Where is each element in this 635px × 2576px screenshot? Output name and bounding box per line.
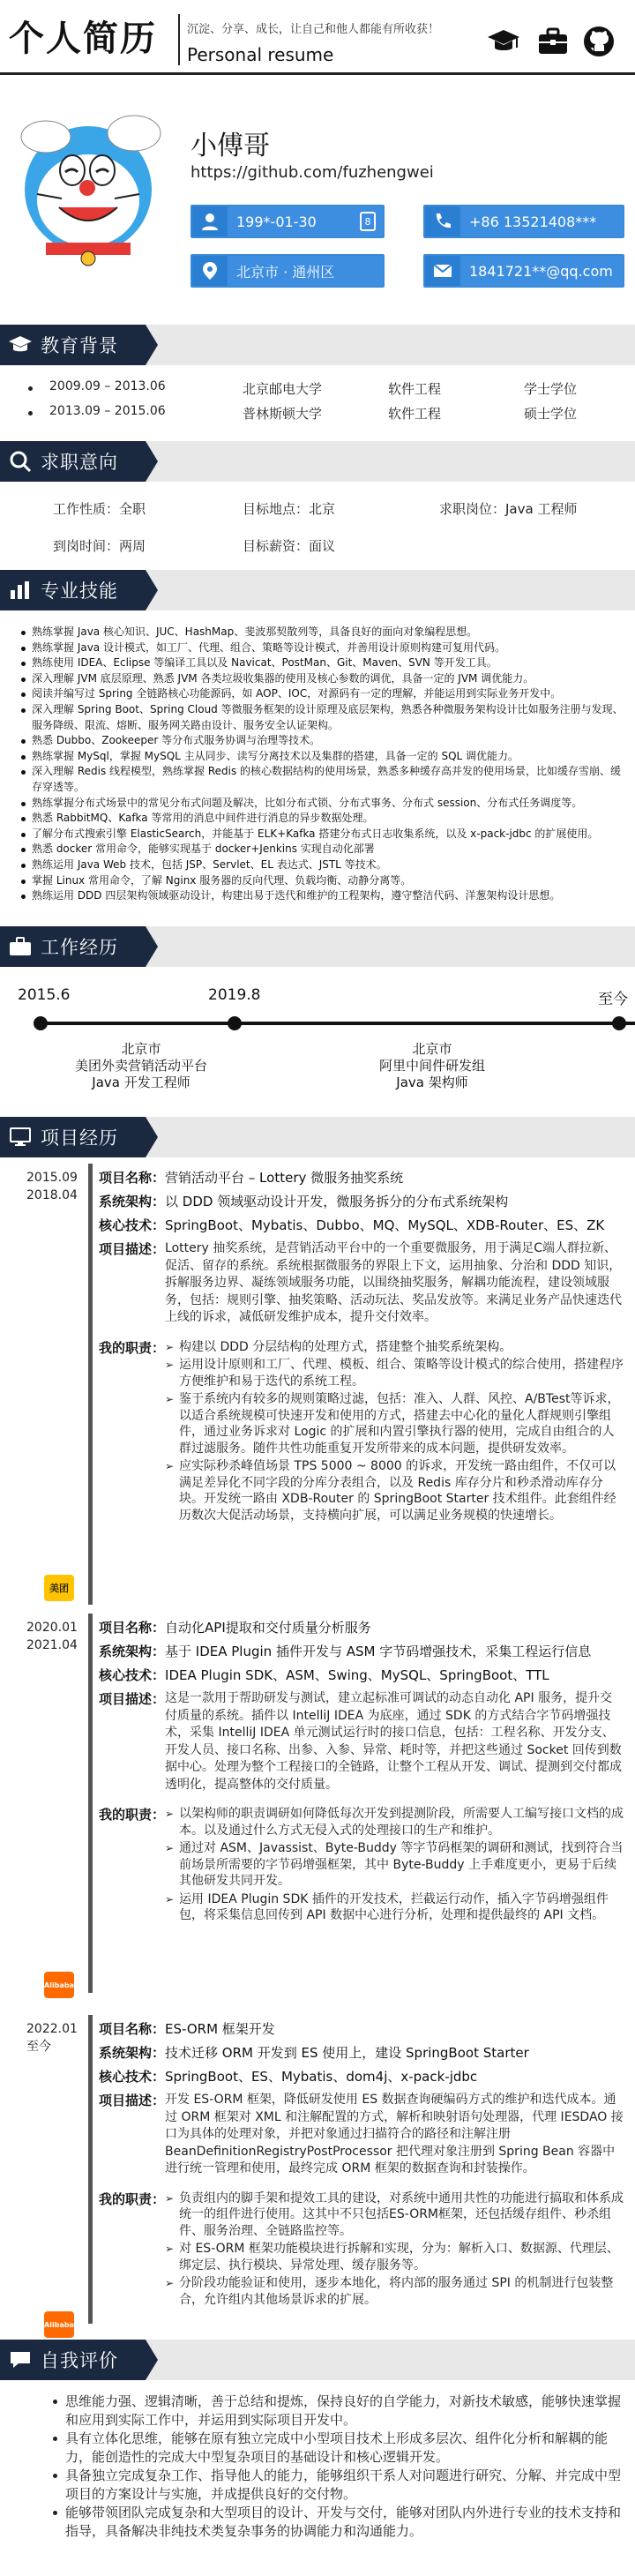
duty-item: ➢ 负责组内的脚手架和提效工具的建设，对系统中通用共性的功能进行搞取和体系成统一的组件进行使用。这其中不只包括ES-ORM框架，还包括缓存组件、秒杀组件、服务治理、全链路监控等。 [165, 2190, 624, 2240]
job-company: 阿里中间件研发组 [378, 1058, 485, 1074]
age-badge: 8 [360, 212, 376, 231]
project-body [99, 1619, 624, 1926]
briefcase-icon [536, 25, 570, 58]
duty-list [165, 2190, 624, 2310]
section-title: 自我评价 [41, 2350, 118, 2371]
project-end: 2021.04 [26, 1638, 78, 1652]
section-skills [0, 570, 635, 610]
project-body [99, 1169, 624, 1525]
timeline-dot [612, 1016, 626, 1030]
timeline-date: 2015.6 [18, 986, 71, 1004]
target-salary: 目标薪资：面议 [243, 538, 336, 554]
project-field [99, 1217, 624, 1235]
skill-item: 掌握 Linux 常用命令，了解 Nginx 服务器的反向代理、负载均衡、动静分离等。 [19, 873, 628, 889]
section-title: 专业技能 [41, 580, 118, 602]
resume-title: 个人简历 [9, 19, 157, 59]
evaluation-item: 思维能力强、逻辑清晰，善于总结和提炼，保持良好的自学能力，对新技术敏感，能够快速掌握和应用到实际工作中，并运用到实际项目开发中。 [53, 2393, 626, 2430]
header-divider [178, 14, 180, 65]
field-value: 营销活动平台 – Lottery 微服务抽奖系统 [165, 1170, 404, 1186]
job-city: 北京市 [121, 1041, 161, 1057]
project-end: 2018.04 [26, 1188, 78, 1202]
timeline-dot [34, 1016, 48, 1030]
skill-item: 熟练掌握 MySql，掌握 MySQL 主从同步、读写分离技术以及集群的搭建，具备一定的 SQL 调优能力。 [19, 749, 628, 765]
job-role: Java 架构师 [396, 1075, 468, 1090]
duty-item: ➢ 对 ES-ORM 框架功能模块进行拆解和实现，分为：解析入口、数据源、代理层、绑定层、执行模块、异常处理、缓存服务等。 [165, 2241, 624, 2273]
edu-major: 软件工程 [388, 381, 442, 397]
birth-date: 199*-01-30 [236, 213, 317, 230]
skills-list [19, 625, 628, 904]
skill-item: 阅读并编写过 Spring 全链路核心功能源码，如 AOP、IOC，对源码有一定的理解，并能运用到实际业务开发中。 [19, 686, 628, 702]
project-description: Lottery 抽奖系统，是营销活动平台中的一个重要微服务，用于满足C端人群拉新、促活、留存的系统。系统根据微服务的界限上下文，运用抽象、分治和 DDD 知识，拆解服务边界、凝练领域服务功能，以围绕抽奖服务，解耦功能流程，建设领域服务，包括：规则引擎、抽奖策略、活动玩法、奖品发放等。来满足业务产品快速迭代上线的诉求，减低研发维护成本，提升交付效率。 [165, 1241, 623, 1324]
field-value: IDEA Plugin SDK、ASM、Swing、MySQL、SpringBoot、TTL [165, 1667, 549, 1683]
github-icon[interactable] [582, 25, 616, 58]
field-label: 我的职责： [99, 1339, 166, 1356]
project-rule-accent [88, 2015, 93, 2324]
duty-item: ➢ 运用 IDEA Plugin SDK 插件的开发技术，拦截运行动作，插入字节码增强组件包，将采集信息回传到 API 数据中心进行分析，处理和提供最终的 API 文档。 [165, 1891, 624, 1924]
field-label: 我的职责： [99, 2190, 166, 2207]
phone-icon [425, 206, 460, 236]
edu-school: 北京邮电大学 [243, 381, 323, 397]
field-value: 基于 IDEA Plugin 插件开发与 ASM 字节码增强技术，采集工程运行信息 [165, 1644, 592, 1659]
duty-item: ➢ 运用设计原则和工厂、代理、模板、组合、策略等设计模式的综合使用，搭建程序方便维护和易于迭代的系统工程。 [165, 1357, 624, 1389]
duty-list [165, 1806, 624, 1926]
evaluation-list [53, 2393, 626, 2541]
duty-item: ➢ 以架构师的职责调研如何降低每次开发到提测阶段，所需要人工编写接口文档的成本。以及通过什么方式无侵入式的处理接口的生产和维护。 [165, 1806, 624, 1838]
section-evaluation [0, 2340, 635, 2380]
project-rule-accent [88, 1164, 93, 1605]
section-projects [0, 1117, 635, 1157]
project-field [99, 1666, 624, 1685]
section-title: 求职意向 [41, 452, 118, 473]
duty-item: ➢ 分阶段功能验证和使用，逐步本地化，将内部的服务通过 SPI 的机制进行包装整合，允许组内其他场景诉求的扩展。 [165, 2275, 624, 2308]
section-intention [0, 441, 635, 482]
company-logo: Alibaba [44, 2311, 74, 2338]
field-value: 技术迁移 ORM 开发到 ES 使用上，建设 SpringBoot Starter [165, 2045, 529, 2061]
project-desc-row [99, 1240, 624, 1327]
skill-item: 熟练运用 DDD 四层架构领域驱动设计，构建出易于迭代和维护的工程架构，遵守整洁代码、洋葱架构设计思想。 [19, 888, 628, 904]
project-description: 开发 ES-ORM 框架，降低研发使用 ES 数据查询硬编码方式的维护和迭代成本。通过 ORM 框架对 XML 和注解配置的方式，解析和映射语句处理器，代理 IESDAO 接口为具体的处理对象，并把对象通过扫描符合的路径和注解注册 BeanDefinitionRegistryPostProcessor 把代理对象注册到 Spring Bean 容器中进行统一管理和使用，最终完成 ORM 框架的数据查询和封装操作。 [165, 2093, 624, 2175]
project-desc-row [99, 2092, 624, 2178]
location-text: 北京市 · 通州区 [228, 256, 383, 286]
job-place: 目标地点：北京 [243, 501, 336, 517]
project-field [99, 1193, 624, 1211]
project-description: 这是一款用于帮助研发与测试，建立起标准可调试的动态自动化 API 服务，提升交付质量的系统。插件以 IntelliJ IDEA 为底座，通过 SDK 的方式结合字节码增强技术，采集 IntelliJ IDEA 单元测试运行时的接口信息，包括：工程名称、开发分支、开发人员、接口名称、出参、入参、异常、耗时等，并把这些通过 Socket 回传到数据中心。处理为整个工程接口的全链路，让整个工程从开发、调试、提测到交付都成透明化，提高整体的交付质量。 [165, 1691, 623, 1792]
skill-item: 熟练运用 Java Web 技术，包括 JSP、Servlet、EL 表达式、JSTL 等技术。 [19, 857, 628, 873]
duty-item: ➢ 应实际秒杀峰值场景 TPS 5000 ~ 8000 的诉求，开发统一路由组件，不仅可以满足差异化不同字段的分库分表组合，以及 Redis 库存分片和秒杀滑动库存分块。开发统一路由 XDB-Router 的 SpringBoot Starter 技术组件。此套组件经历数次大促活动场景，支持横向扩展，可以满足业务规模的快速增长。 [165, 1458, 624, 1524]
skill-item: 熟悉 docker 常用命令，能够实现基于 docker+Jenkins 实现自动化部署 [19, 842, 628, 857]
project-duty-row [99, 1339, 624, 1526]
project-field [99, 2068, 624, 2086]
project-body [99, 2020, 624, 2310]
skill-item: 熟悉 Dubbo、Zookeeper 等分布式服务协调与治理等技术。 [19, 733, 628, 749]
project-duty-row [99, 1806, 624, 1926]
section-title: 教育背景 [41, 335, 118, 356]
field-value: SpringBoot、ES、Mybatis、dom4j、x-pack-jdbc [165, 2069, 478, 2085]
field-value: ES-ORM 框架开发 [165, 2021, 275, 2037]
company-logo: Alibaba [44, 1972, 74, 1998]
field-value: 以 DDD 领域驱动设计开发，微服务拆分的分布式系统架构 [165, 1194, 509, 1209]
field-value: SpringBoot、Mybatis、Dubbo、MQ、MySQL、XDB-Router、ES、ZK [165, 1217, 605, 1233]
duty-item: ➢ 鉴于系统内有较多的规则策略过滤，包括：准入、人群、风控、A/BTest等诉求，以适合系统规模可快速开发和使用的方式，搭建去中心化的量化人群规则引擎组件，通过业务诉求对 Logic 的扩展和内置引擎执行器的使用，完成自由组合的人群过滤服务。随件共性功能重复开发所带来的成本问题，提供研发效率。 [165, 1391, 624, 1456]
skill-item: 熟练掌握 Java 核心知识、JUC、HashMap、斐波那契散列等，具备良好的面向对象编程思想。 [19, 625, 628, 640]
project-field [99, 1619, 624, 1637]
timeline-date: 至今 [598, 991, 628, 1008]
project-duty-row [99, 2190, 624, 2310]
header-subtitle: Personal resume [187, 44, 334, 65]
field-label: 项目描述： [99, 1691, 166, 1707]
skill-item: 熟练使用 IDEA、Eclipse 等编译工具以及 Navicat、PostMan、Git、Maven、SVN 等开发工具。 [19, 655, 628, 671]
job-role: 求职岗位：Java 工程师 [439, 501, 578, 517]
evaluation-item: 能够带领团队完成复杂和大型项目的设计、开发与交付，能够对团队内外进行专业的技术支持和指导，具备解决非纯技术类复杂事务的协调能力和沟通能力。 [53, 2504, 626, 2541]
project-field [99, 1169, 624, 1187]
location-pill [190, 254, 385, 288]
edu-period: 2013.09 – 2015.06 [49, 404, 166, 418]
field-label: 核心技术： [99, 1217, 166, 1233]
bar-chart-icon [0, 570, 41, 610]
field-label: 项目描述： [99, 2093, 166, 2108]
edu-school: 普林斯顿大学 [243, 406, 323, 422]
duty-item: ➢ 构建以 DDD 分层结构的处理方式，搭建整个抽奖系统架构。 [165, 1339, 624, 1356]
arrival-time: 到岗时间：两周 [53, 538, 146, 554]
list-bullet [28, 411, 33, 416]
skill-item: 深入理解 Redis 线程模型，熟练掌握 Redis 的核心数据结构的使用场景，熟悉多种缓存高并发的使用场景，比如缓存雪崩、缓存穿透等。 [19, 764, 628, 795]
skill-item: 深入理解 Spring Boot、Spring Cloud 等微服务框架的设计原理及底层架构，熟悉各种微服务架构设计比如服务注册与发现、服务降级、限流、熔断、服务网关路由设计、服务安全认证架构。 [19, 702, 628, 733]
briefcase-icon [0, 926, 41, 967]
edu-degree: 硕士学位 [524, 406, 578, 422]
project-desc-row [99, 1690, 624, 1793]
graduation-cap-icon [0, 325, 41, 365]
github-link[interactable]: https://github.com/fuzhengwei [190, 163, 434, 182]
user-icon [192, 206, 228, 236]
timeline-dot [228, 1016, 242, 1030]
avatar [11, 101, 165, 278]
candidate-name: 小傅哥 [190, 131, 270, 161]
project-rule-accent [88, 1614, 93, 1993]
field-label: 项目名称： [99, 2021, 166, 2037]
job-role: Java 开发工程师 [92, 1075, 190, 1090]
phone-pill[interactable] [423, 205, 624, 238]
project-start: 2022.01 [26, 2022, 78, 2036]
project-field [99, 2020, 624, 2039]
section-work [0, 926, 635, 967]
evaluation-item: 具备独立完成复杂工作、指导他人的能力，能够组织干系人对问题进行研究、分解、并完成中型项目的方案设计与实施，并成提供良好的交付物。 [53, 2467, 626, 2504]
mail-icon [425, 256, 460, 286]
evaluation-item: 具有立体化思维，能够在原有独立完成中小型项目技术上形成多层次、组件化分析和解耦的能力，能创造性的完成大中型复杂项目的基础设计和核心逻辑开发。 [53, 2430, 626, 2467]
field-label: 项目名称： [99, 1170, 166, 1186]
skill-item: 熟悉 RabbitMQ、Kafka 等常用的消息中间件进行消息的异步数据处理。 [19, 811, 628, 827]
project-field [99, 1643, 624, 1661]
section-education [0, 325, 635, 365]
search-icon [0, 441, 41, 482]
birth-pill [190, 205, 385, 238]
skill-item: 深入理解 JVM 底层原理、熟悉 JVM 各类垃圾收集器的使用及核心参数的调优，具备一定的 JVM 调优能力。 [19, 671, 628, 687]
project-start: 2015.09 [26, 1171, 78, 1185]
project-start: 2020.01 [26, 1621, 78, 1635]
monitor-icon [0, 1117, 41, 1157]
graduation-cap-icon [487, 25, 520, 58]
company-logo: 美团 [44, 1575, 74, 1601]
duty-item: ➢ 通过对 ASM、Javassist、Byte-Buddy 等字节码框架的调研和测试，找到符合当前场景所需要的字节码增强框架，其中 Byte-Buddy 上手难度更小，更易于后续其他研发共同开发。 [165, 1840, 624, 1890]
skill-item: 熟练掌握分布式场景中的常见分布式问题及解决，比如分布式锁、分布式事务、分布式 session、分布式任务调度等。 [19, 796, 628, 812]
project-field [99, 2044, 624, 2063]
section-title: 项目经历 [41, 1127, 118, 1149]
header-slogan: 沉淀、分享、成长，让自己和他人都能有所收获！ [187, 23, 440, 36]
section-title: 工作经历 [41, 937, 118, 958]
email-pill[interactable] [423, 254, 624, 288]
project-end: 至今 [26, 2040, 51, 2054]
phone-number: +86 13521408*** [460, 206, 623, 236]
job-entry [53, 1041, 229, 1091]
skill-item: 熟练掌握 Java 设计模式，如工厂、代理、组合、策略等设计模式，并善用设计原则构建可复用代码。 [19, 640, 628, 656]
field-label: 系统架构： [99, 1194, 166, 1209]
job-type: 工作性质：全职 [53, 501, 146, 517]
edu-degree: 学士学位 [524, 381, 578, 397]
edu-major: 软件工程 [388, 406, 442, 422]
field-label: 核心技术： [99, 2069, 166, 2085]
timeline-axis [35, 1022, 635, 1025]
location-pin-icon [192, 256, 228, 286]
timeline-date: 2019.8 [208, 986, 261, 1004]
field-label: 系统架构： [99, 1644, 166, 1659]
field-label: 系统架构： [99, 2045, 166, 2061]
field-value: 自动化API提取和交付质量分析服务 [165, 1620, 371, 1636]
header-rule [0, 72, 635, 75]
list-bullet [28, 386, 33, 391]
field-label: 项目名称： [99, 1620, 166, 1636]
duty-list [165, 1339, 624, 1526]
field-label: 我的职责： [99, 1807, 166, 1823]
job-city: 北京市 [412, 1041, 452, 1057]
field-label: 核心技术： [99, 1667, 166, 1683]
job-entry [344, 1041, 520, 1091]
edu-period: 2009.09 – 2013.06 [49, 379, 166, 393]
skill-item: 了解分布式搜索引擎 ElasticSearch，并能基于 ELK+Kafka 搭建分布式日志收集系统，以及 x-pack-jdbc 的扩展使用。 [19, 827, 628, 842]
email-text: 1841721**@qq.com [460, 256, 623, 286]
job-company: 美团外卖营销活动平台 [74, 1058, 207, 1074]
chat-bubble-icon [0, 2340, 41, 2380]
field-label: 项目描述： [99, 1241, 166, 1257]
